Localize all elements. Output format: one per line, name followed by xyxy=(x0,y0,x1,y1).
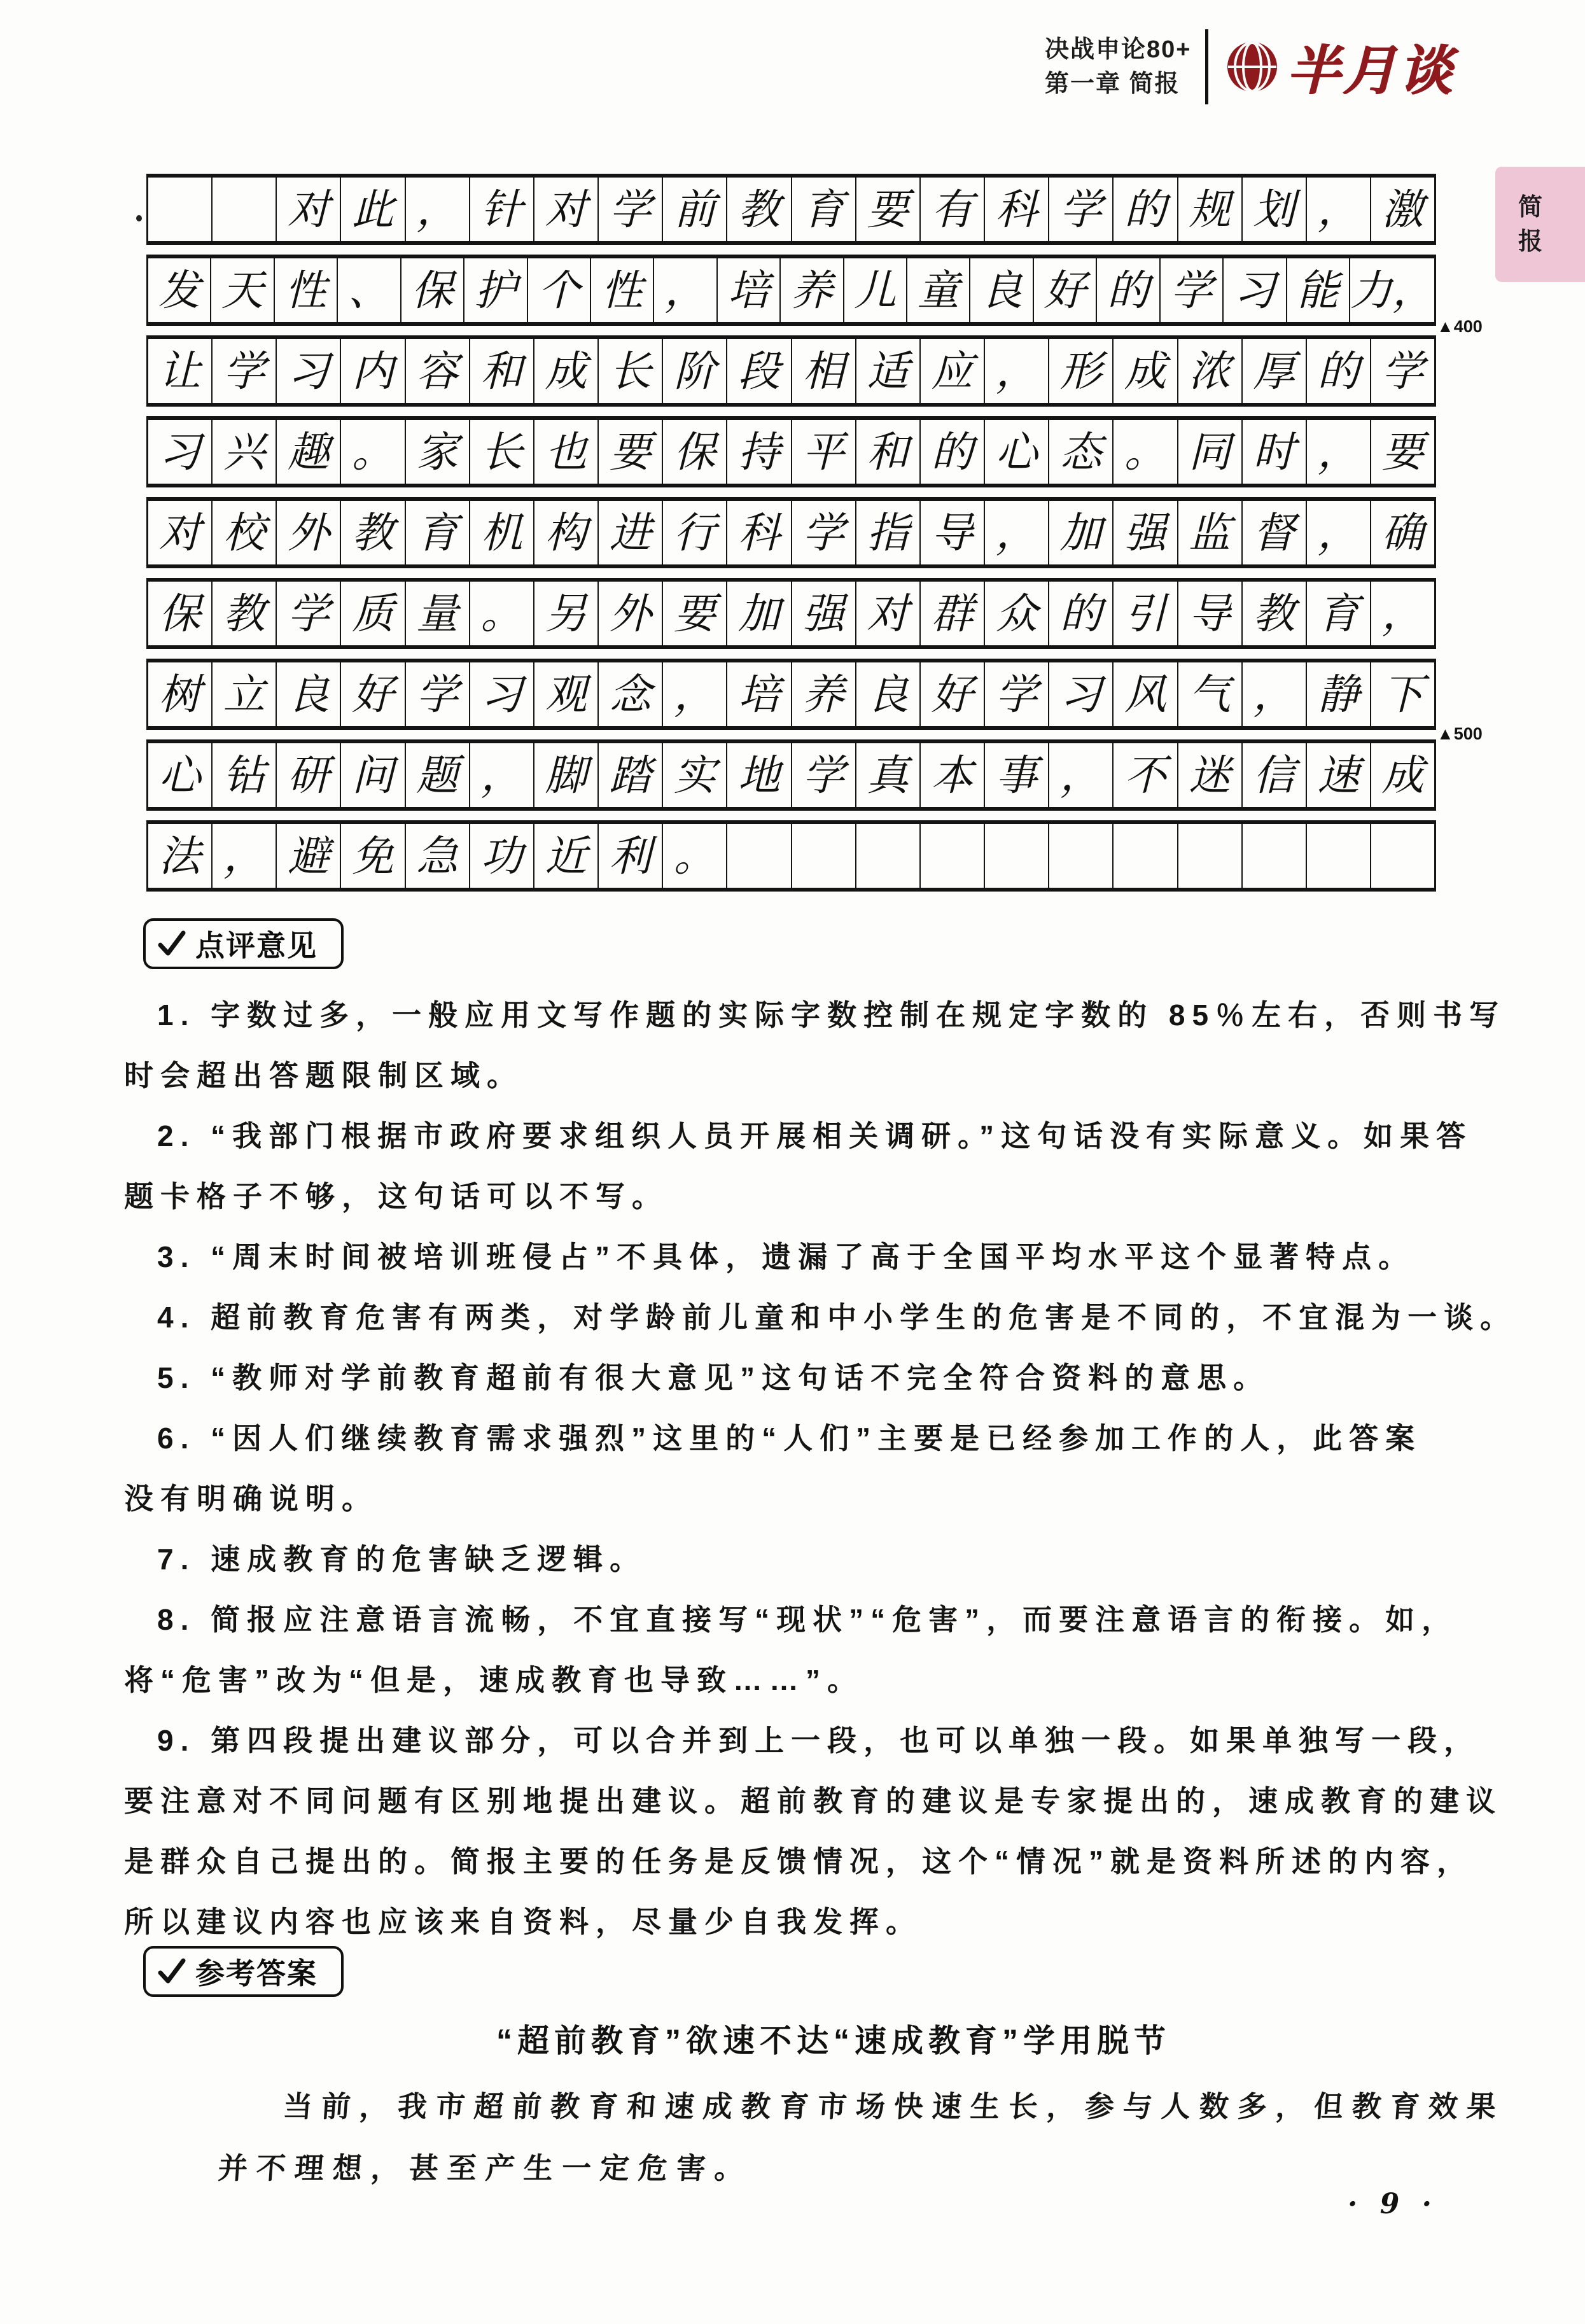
grid-cell: ， xyxy=(1370,582,1434,645)
brand-logo xyxy=(1225,28,1454,105)
grid-cell xyxy=(1370,824,1434,888)
grid-cell: 信 xyxy=(1241,743,1306,807)
grid-cell: 养 xyxy=(791,662,855,726)
grid-cell: 要 xyxy=(597,420,662,484)
grid-cell: 教 xyxy=(726,178,790,241)
reference-answer-heading-box xyxy=(143,1946,344,1997)
grid-cell: 育 xyxy=(791,178,855,241)
grid-cell: 长 xyxy=(597,339,662,403)
word-count-marker-400: ▲400 xyxy=(1437,317,1483,336)
grid-row xyxy=(146,255,1436,326)
grid-cell: 划 xyxy=(1241,178,1306,241)
grid-cell: 浓 xyxy=(1177,339,1241,403)
grid-cell: 监 xyxy=(1177,501,1241,564)
grid-cell: 习 xyxy=(469,662,533,726)
grid-cell: 。 xyxy=(340,420,404,484)
grid-cell: 观 xyxy=(533,662,597,726)
comment-item xyxy=(124,1287,1543,1348)
grid-cell: 风 xyxy=(1112,662,1177,726)
grid-cell: 习 xyxy=(276,339,340,403)
grid-cell: 和 xyxy=(855,420,919,484)
side-tab-char: 简 xyxy=(1518,193,1543,221)
grid-cell: 性 xyxy=(590,258,653,322)
comment-line: 所以建议内容也应该来自资料，尽量少自我发挥。 xyxy=(124,1905,922,1938)
comment-line: 将“危害”改为“但是，速成教育也导致……”。 xyxy=(124,1663,863,1697)
grid-cell: 迷 xyxy=(1177,743,1241,807)
comments-heading-box xyxy=(143,918,344,969)
grid-cell xyxy=(1112,824,1177,888)
grid-cell: ， xyxy=(211,824,276,888)
grid-cell: 题 xyxy=(405,743,469,807)
grid-cell: 学 xyxy=(791,501,855,564)
grid-cell: 学 xyxy=(1159,258,1222,322)
grid-cell: 机 xyxy=(469,501,533,564)
comment-line: 5. “教师对学前教育超前有很大意见”这句话不完全符合资料的意思。 xyxy=(157,1361,1270,1394)
side-tab-char: 报 xyxy=(1518,228,1543,255)
grid-cell: 念 xyxy=(597,662,662,726)
grid-cell: 规 xyxy=(1177,178,1241,241)
grid-cell: 引 xyxy=(1112,582,1177,645)
grid-cell: 童 xyxy=(906,258,969,322)
answer-title: “超前教育”欲速不达“速成教育”学用脱节 xyxy=(496,2023,1171,2059)
grid-cell: 儿 xyxy=(843,258,906,322)
grid-cell: 学 xyxy=(597,178,662,241)
grid-cell: 指 xyxy=(855,501,919,564)
grid-cell: 的 xyxy=(1048,582,1112,645)
grid-cell: 督 xyxy=(1241,501,1306,564)
grid-cell: 育 xyxy=(1306,582,1370,645)
grid-cell: ， xyxy=(1306,178,1370,241)
grid-cell: 强 xyxy=(1112,501,1177,564)
comment-line: 3. “周末时间被培训班侵占”不具体，遗漏了高于全国平均水平这个显著特点。 xyxy=(157,1240,1415,1273)
grid-cell xyxy=(1306,824,1370,888)
grid-cell: 的 xyxy=(1112,178,1177,241)
grid-cell: 利 xyxy=(597,824,662,888)
grid-cell: 地 xyxy=(726,743,790,807)
grid-cell: 事 xyxy=(984,743,1048,807)
grid-cell: 避 xyxy=(276,824,340,888)
grid-cell: 家 xyxy=(405,420,469,484)
grid-cell: 脚 xyxy=(533,743,597,807)
grid-cell: 段 xyxy=(726,339,790,403)
grid-cell: 保 xyxy=(158,590,201,637)
grid-cell: 。 xyxy=(469,582,533,645)
grid-cell: 学 xyxy=(1048,178,1112,241)
comment-line: 4. 超前教育危害有两类，对学龄前儿童和中小学生的危害是不同的，不宜混为一谈。 xyxy=(157,1301,1517,1334)
grid-cell: 和 xyxy=(469,339,533,403)
grid-cell: 学 xyxy=(405,662,469,726)
grid-cell: 教 xyxy=(340,501,404,564)
grid-cell: 相 xyxy=(791,339,855,403)
grid-cell: 对 xyxy=(158,509,201,556)
grid-cell: ， xyxy=(662,662,726,726)
grid-cell: 学 xyxy=(984,662,1048,726)
comment-item xyxy=(124,1590,1543,1711)
comment-item xyxy=(124,1529,1543,1590)
check-icon xyxy=(155,927,188,960)
grid-cell xyxy=(1241,824,1306,888)
word-count-marker-500: ▲500 xyxy=(1437,724,1483,743)
grid-cell: 外 xyxy=(597,582,662,645)
grid-cell: 针 xyxy=(469,178,533,241)
grid-cell: 力， xyxy=(1349,258,1434,322)
grid-cell: 趣 xyxy=(276,420,340,484)
grid-cell: 确 xyxy=(1370,501,1434,564)
grid-cell: 、 xyxy=(337,258,400,322)
grid-cell: 问 xyxy=(340,743,404,807)
grid-cell xyxy=(1048,824,1112,888)
grid-cell: 形 xyxy=(1048,339,1112,403)
grid-cell: 好 xyxy=(340,662,404,726)
grid-row xyxy=(146,174,1436,245)
header-titles xyxy=(1045,32,1191,101)
grid-cell: 好 xyxy=(1033,258,1096,322)
grid-cell xyxy=(726,824,790,888)
grid-cell: 习 xyxy=(158,428,201,475)
grid-cell xyxy=(855,824,919,888)
grid-cell: 树 xyxy=(158,671,201,718)
grid-cell: 良 xyxy=(969,258,1032,322)
comment-line: 时会超出答题限制区域。 xyxy=(124,1059,523,1092)
grid-cell: 外 xyxy=(276,501,340,564)
grid-cell: 天 xyxy=(210,258,273,322)
grid-cell: ， xyxy=(1306,501,1370,564)
grid-cell: 量 xyxy=(405,582,469,645)
grid-cell: 学 xyxy=(791,743,855,807)
grid-cell: 成 xyxy=(533,339,597,403)
grid-cell: 免 xyxy=(340,824,404,888)
grid-cell: 同 xyxy=(1177,420,1241,484)
grid-cell: 阶 xyxy=(662,339,726,403)
page-number: · 9 · xyxy=(1348,2188,1438,2220)
grid-cell: 此 xyxy=(340,178,404,241)
grid-cell: 容 xyxy=(405,339,469,403)
grid-cell: 持 xyxy=(726,420,790,484)
comment-line: 题卡格子不够，这句话可以不写。 xyxy=(124,1180,668,1213)
grid-cell: 近 xyxy=(533,824,597,888)
grid-cell: 保 xyxy=(400,258,463,322)
grid-cell: 下 xyxy=(1370,662,1434,726)
grid-cell: 要 xyxy=(855,178,919,241)
grid-cell: 心 xyxy=(984,420,1048,484)
grid-cell: ， xyxy=(1241,662,1306,726)
answer-line: 当前，我市超前教育和速成教育市场快速生长，参与人数多，但教育效果 xyxy=(282,2090,1506,2123)
comment-line: 7. 速成教育的危害缺乏逻辑。 xyxy=(157,1543,646,1576)
grid-cell: ， xyxy=(984,339,1048,403)
comment-item xyxy=(124,1227,1543,1287)
grid-cell: 态 xyxy=(1048,420,1112,484)
check-icon xyxy=(155,1955,188,1988)
grid-cell: 学 xyxy=(1370,339,1434,403)
grid-cell: 钻 xyxy=(211,743,276,807)
grid-cell: 时 xyxy=(1241,420,1306,484)
grid-cell: 对 xyxy=(533,178,597,241)
comment-line: 8. 简报应注意语言流畅，不宜直接写“现状”“危害”，而要注意语言的衔接。如， xyxy=(157,1603,1458,1636)
grid-cell: 校 xyxy=(211,501,276,564)
grid-cell: 适 xyxy=(855,339,919,403)
comment-line: 2. “我部门根据市政府要求组织人员开展相关调研。”这句话没有实际意义。如果答 xyxy=(157,1119,1473,1152)
grid-cell: 个 xyxy=(527,258,590,322)
grid-cell: 习 xyxy=(1048,662,1112,726)
grid-cell: 发 xyxy=(158,267,200,314)
comment-item xyxy=(124,1348,1543,1408)
grid-cell: 护 xyxy=(463,258,526,322)
grid-cell: 立 xyxy=(211,662,276,726)
grid-cell: 另 xyxy=(533,582,597,645)
header-divider xyxy=(1205,29,1208,104)
grid-cell: 强 xyxy=(791,582,855,645)
grid-cell: 进 xyxy=(597,501,662,564)
grid-cell: 能 xyxy=(1286,258,1349,322)
grid-cell: 加 xyxy=(726,582,790,645)
grid-cell: 平 xyxy=(791,420,855,484)
grid-cell: 行 xyxy=(662,501,726,564)
grid-cell: 学 xyxy=(211,339,276,403)
grid-row xyxy=(146,739,1436,811)
grid-cell xyxy=(791,824,855,888)
grid-cell: 良 xyxy=(276,662,340,726)
grid-cell xyxy=(984,824,1048,888)
answer-body xyxy=(124,2076,1543,2199)
grid-row xyxy=(146,335,1436,407)
grid-cell: 法 xyxy=(158,832,201,879)
brand-name: 半月谈 xyxy=(1286,41,1455,101)
grid-cell: 要 xyxy=(662,582,726,645)
grid-cell: 静 xyxy=(1306,662,1370,726)
grid-cell xyxy=(211,178,276,241)
grid-cell: 真 xyxy=(855,743,919,807)
grid-cell: 导 xyxy=(919,501,984,564)
grid-cell: 长 xyxy=(469,420,533,484)
grid-cell: ， xyxy=(1048,743,1112,807)
grid-cell: 。 xyxy=(1112,420,1177,484)
comment-line: 1. 字数过多，一般应用文写作题的实际字数控制在规定字数的 85％左右，否则书写 xyxy=(157,998,1506,1032)
grid-cell: 的 xyxy=(1306,339,1370,403)
grid-cell: 不 xyxy=(1112,743,1177,807)
grid-cell: 科 xyxy=(726,501,790,564)
grid-cell: ， xyxy=(653,258,716,322)
grid-cell: 众 xyxy=(984,582,1048,645)
comments-heading: 点评意见 xyxy=(195,929,318,962)
grid-cell: 速 xyxy=(1306,743,1370,807)
series-title: 决战申论80+ xyxy=(1045,36,1192,63)
grid-cell: 前 xyxy=(662,178,726,241)
grid-cell: 心 xyxy=(158,752,201,799)
grid-cell: ， xyxy=(469,743,533,807)
grid-cell: 导 xyxy=(1177,582,1241,645)
grid-cell: 。 xyxy=(662,824,726,888)
page-header xyxy=(1045,28,1454,105)
globe-icon xyxy=(1225,39,1280,94)
grid-cell: 兴 xyxy=(211,420,276,484)
grid-cell: ， xyxy=(984,501,1048,564)
grid-cell: 功 xyxy=(469,824,533,888)
answer-line: 并不理想，甚至产生一定危害。 xyxy=(217,2152,754,2185)
grid-cell: 加 xyxy=(1048,501,1112,564)
grid-cell: ， xyxy=(1306,420,1370,484)
comment-item xyxy=(124,1408,1543,1529)
grid-cell: 对 xyxy=(855,582,919,645)
grid-cell: 对 xyxy=(276,178,340,241)
grid-cell: 培 xyxy=(726,662,790,726)
scan-speck xyxy=(136,215,142,221)
grid-cell: 教 xyxy=(1241,582,1306,645)
comment-item xyxy=(124,1106,1543,1227)
grid-cell: 踏 xyxy=(597,743,662,807)
grid-cell: 本 xyxy=(919,743,984,807)
grid-cell: 教 xyxy=(211,582,276,645)
reference-answer-heading: 参考答案 xyxy=(195,1957,318,1990)
grid-row xyxy=(146,820,1436,892)
comment-line: 6. “因人们继续教育需求强烈”这里的“人们”主要是已经参加工作的人，此答案 xyxy=(157,1422,1422,1455)
grid-cell: 应 xyxy=(919,339,984,403)
grid-cell: 内 xyxy=(340,339,404,403)
grid-cell: 有 xyxy=(919,178,984,241)
comment-line: 要注意对不同问题有区别地提出建议。超前教育的建议是专家提出的，速成教育的建议 xyxy=(124,1784,1502,1817)
grid-cell: 习 xyxy=(1222,258,1285,322)
grid-cell: ， xyxy=(405,178,469,241)
grid-cell: 学 xyxy=(276,582,340,645)
grid-cell xyxy=(148,178,211,241)
grid-row xyxy=(146,578,1436,649)
chapter-title: 第一章 简报 xyxy=(1045,70,1180,97)
grid-cell: 让 xyxy=(158,347,201,395)
grid-row xyxy=(146,659,1436,730)
grid-cell: 也 xyxy=(533,420,597,484)
comment-item xyxy=(124,985,1543,1106)
comment-item xyxy=(124,1711,1543,1952)
grid-cell: 构 xyxy=(533,501,597,564)
comment-line: 是群众自己提出的。简报主要的任务是反馈情况，这个“情况”就是资料所述的内容， xyxy=(124,1845,1473,1878)
grid-cell: 研 xyxy=(276,743,340,807)
grid-cell: 激 xyxy=(1370,178,1434,241)
comment-line: 9. 第四段提出建议部分，可以合并到上一段，也可以单独一段。如果单独写一段， xyxy=(157,1724,1481,1757)
grid-cell: 养 xyxy=(779,258,842,322)
grid-cell: 的 xyxy=(1096,258,1159,322)
grid-cell: 急 xyxy=(405,824,469,888)
grid-cell: 好 xyxy=(919,662,984,726)
grid-cell: 气 xyxy=(1177,662,1241,726)
grid-cell xyxy=(1177,824,1241,888)
grid-cell: 的 xyxy=(919,420,984,484)
comment-line: 没有明确说明。 xyxy=(124,1482,378,1515)
grid-row xyxy=(146,497,1436,568)
grid-cell: 成 xyxy=(1370,743,1434,807)
grid-cell xyxy=(919,824,984,888)
side-tab-jianbao xyxy=(1495,167,1585,282)
grid-cell: 良 xyxy=(855,662,919,726)
grid-cell: 保 xyxy=(662,420,726,484)
grid-cell: 群 xyxy=(919,582,984,645)
grid-cell: 培 xyxy=(716,258,779,322)
grid-cell: 实 xyxy=(662,743,726,807)
grid-cell: 厚 xyxy=(1241,339,1306,403)
comments-list xyxy=(124,985,1543,1952)
grid-cell: 性 xyxy=(274,258,337,322)
grid-row xyxy=(146,416,1436,487)
grid-cell: 质 xyxy=(340,582,404,645)
grid-cell: 科 xyxy=(984,178,1048,241)
grid-cell: 要 xyxy=(1370,420,1434,484)
grid-cell: 成 xyxy=(1112,339,1177,403)
grid-cell: 育 xyxy=(405,501,469,564)
